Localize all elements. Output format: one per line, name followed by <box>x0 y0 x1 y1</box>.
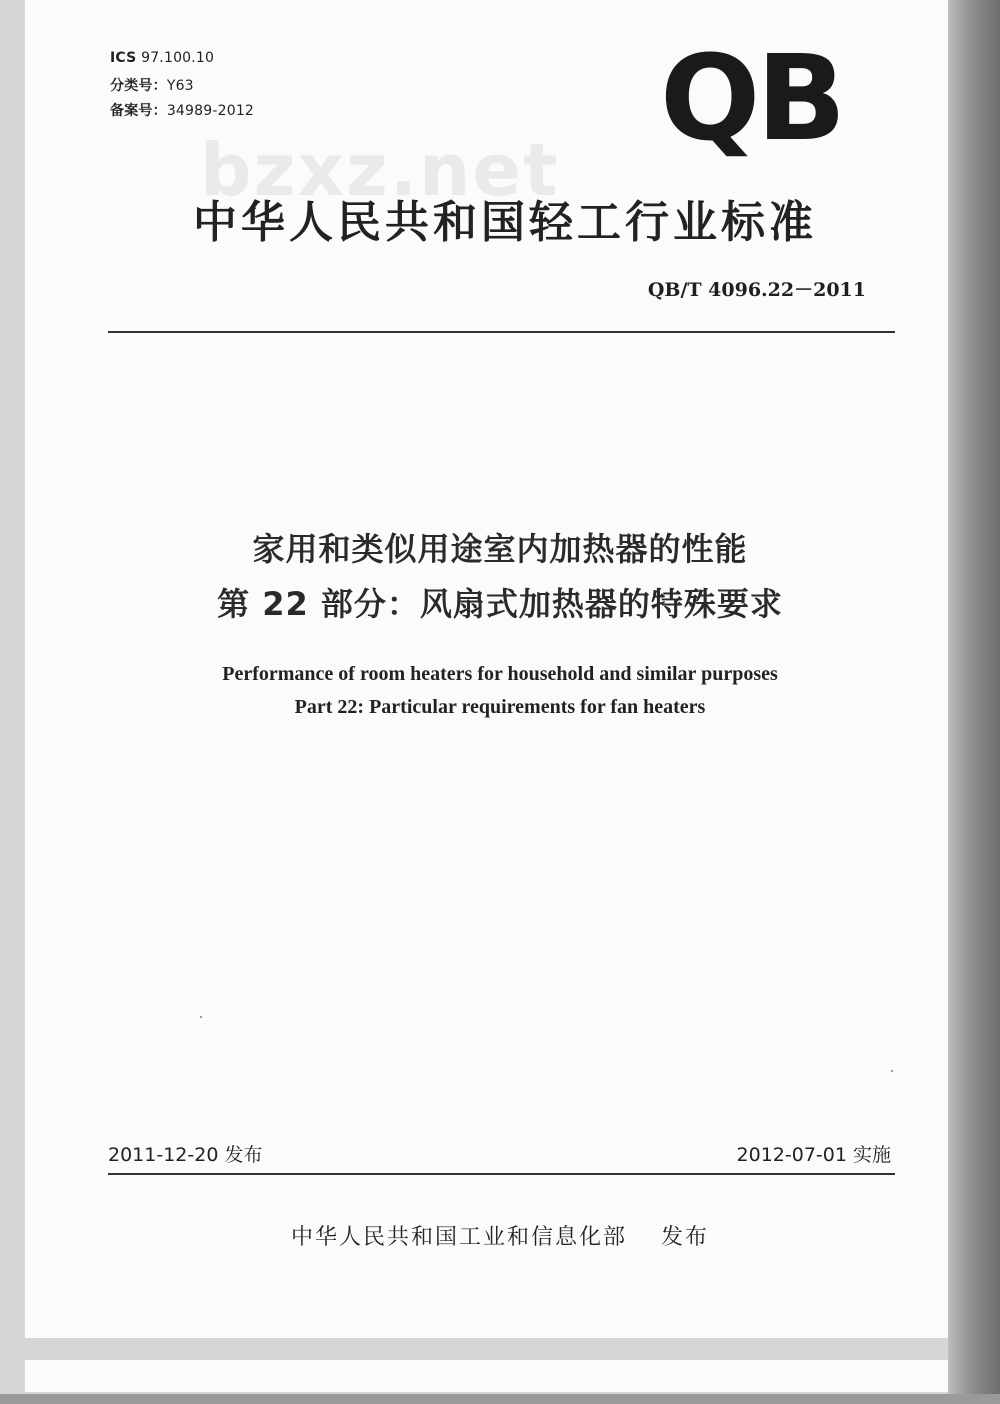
qb-logo: QB <box>660 29 843 167</box>
classification-label: 分类号： <box>110 78 167 94</box>
record-value: 34989-2012 <box>166 103 255 119</box>
title-zh-line2: 第 22 部分：风扇式加热器的特殊要求 <box>217 585 783 623</box>
ics-label: ICS <box>110 50 137 66</box>
ics-line <box>110 50 214 66</box>
watermark: bzxz.net <box>200 128 560 212</box>
title-en-line2: Part 22: Particular requirements for fan heaters <box>294 696 706 718</box>
publisher-name: 中华人民共和国工业和信息化部 <box>290 1225 627 1250</box>
publisher-action: 发布 <box>661 1225 710 1250</box>
scan-speck <box>891 1070 893 1072</box>
standard-number: QB/T 4096.22－2011 <box>647 279 866 301</box>
organization-title: 中华人民共和国轻工行业标准 <box>193 197 817 248</box>
issue-date: 2011-12-20 发布 <box>108 1144 263 1166</box>
classification-value: Y63 <box>166 78 194 94</box>
record-line <box>110 100 254 120</box>
implementation-date: 2012-07-01 实施 <box>736 1144 891 1166</box>
classification-line <box>110 75 194 95</box>
publisher-line <box>100 1220 900 1251</box>
title-zh-line1: 家用和类似用途室内加热器的性能 <box>252 530 748 568</box>
scan-speck <box>200 1016 202 1018</box>
ics-value: 97.100.10 <box>141 50 215 66</box>
scan-bottom-edge <box>0 1394 1000 1404</box>
record-label: 备案号： <box>110 103 167 119</box>
title-en-line1: Performance of room heaters for household and similar purposes <box>222 663 778 685</box>
footer-rule <box>108 1173 895 1175</box>
scan-edge <box>948 0 1000 1404</box>
header-rule <box>108 331 895 333</box>
next-page-edge <box>25 1360 948 1392</box>
